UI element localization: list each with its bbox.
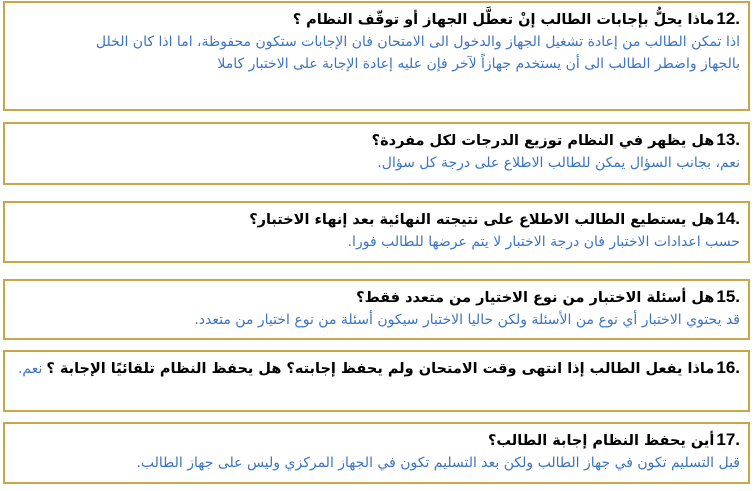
faq-question <box>13 356 740 381</box>
faq-question <box>13 207 740 232</box>
answer-line: اذا تمكن الطالب من إعادة تشغيل الجهاز والدخول الى الامتحان فان الإجابات ستكون محفوظة، اما اذا كان الخلل <box>95 34 740 50</box>
question-number: 17. <box>716 430 740 449</box>
question-text: ماذا يحلُّ بإجابات الطالب إنْ تعطَّل الجهاز أو توقّف النظام ؟ <box>292 12 715 28</box>
faq-item <box>3 422 750 484</box>
question-number: 13. <box>716 130 740 149</box>
question-text: أين يحفظ النظام إجابة الطالب؟ <box>488 433 715 449</box>
faq-question <box>13 7 740 32</box>
answer-line: قد يحتوي الاختبار أي نوع من الأسئلة ولكن حاليا الاختبار سيكون أسئلة من نوع اختيار من متعدد. <box>194 312 740 328</box>
question-text: هل يستطيع الطالب الاطلاع على نتيجته النهائية بعد إنهاء الاختبار؟ <box>249 212 715 228</box>
faq-item <box>3 279 750 340</box>
question-text: هل يظهر في النظام توزيع الدرجات لكل مفردة؟ <box>371 133 715 149</box>
answer-line: حسب اعدادات الاختبار فان درجة الاختبار لا يتم عرضها للطالب فورا. <box>347 234 740 250</box>
faq-item <box>3 1 750 111</box>
question-text: ماذا يفعل الطالب إذا انتهى وقت الامتحان ولم يحفظ إجابته؟ هل يحفظ النظام تلقائيًا الإجابة ؟ <box>46 361 715 377</box>
faq-item <box>3 350 750 412</box>
answer-line: نعم، بجانب السؤال يمكن للطالب الاطلاع على درجة كل سؤال. <box>377 155 740 171</box>
faq-question <box>13 285 740 310</box>
answer-line: بالجهاز واضطر الطالب الى أن يستخدم جهازاً لآخر فإن عليه إعادة الإجابة على الاختبار كاملا <box>217 55 740 72</box>
question-number: 12. <box>716 9 740 28</box>
faq-item <box>3 122 750 185</box>
faq-item <box>3 201 750 263</box>
answer-line: قبل التسليم تكون في جهاز الطالب ولكن بعد التسليم تكون في الجهاز المركزي وليس على جهاز الطالب. <box>136 455 740 471</box>
faq-question <box>13 428 740 453</box>
question-number: 15. <box>716 287 740 306</box>
inline-answer: نعم. <box>17 361 43 377</box>
question-number: 16. <box>716 358 740 377</box>
question-number: 14. <box>716 209 740 228</box>
faq-question <box>13 128 740 153</box>
question-text: هل أسئلة الاختبار من نوع الاختيار من متعدد فقط؟ <box>356 290 715 306</box>
